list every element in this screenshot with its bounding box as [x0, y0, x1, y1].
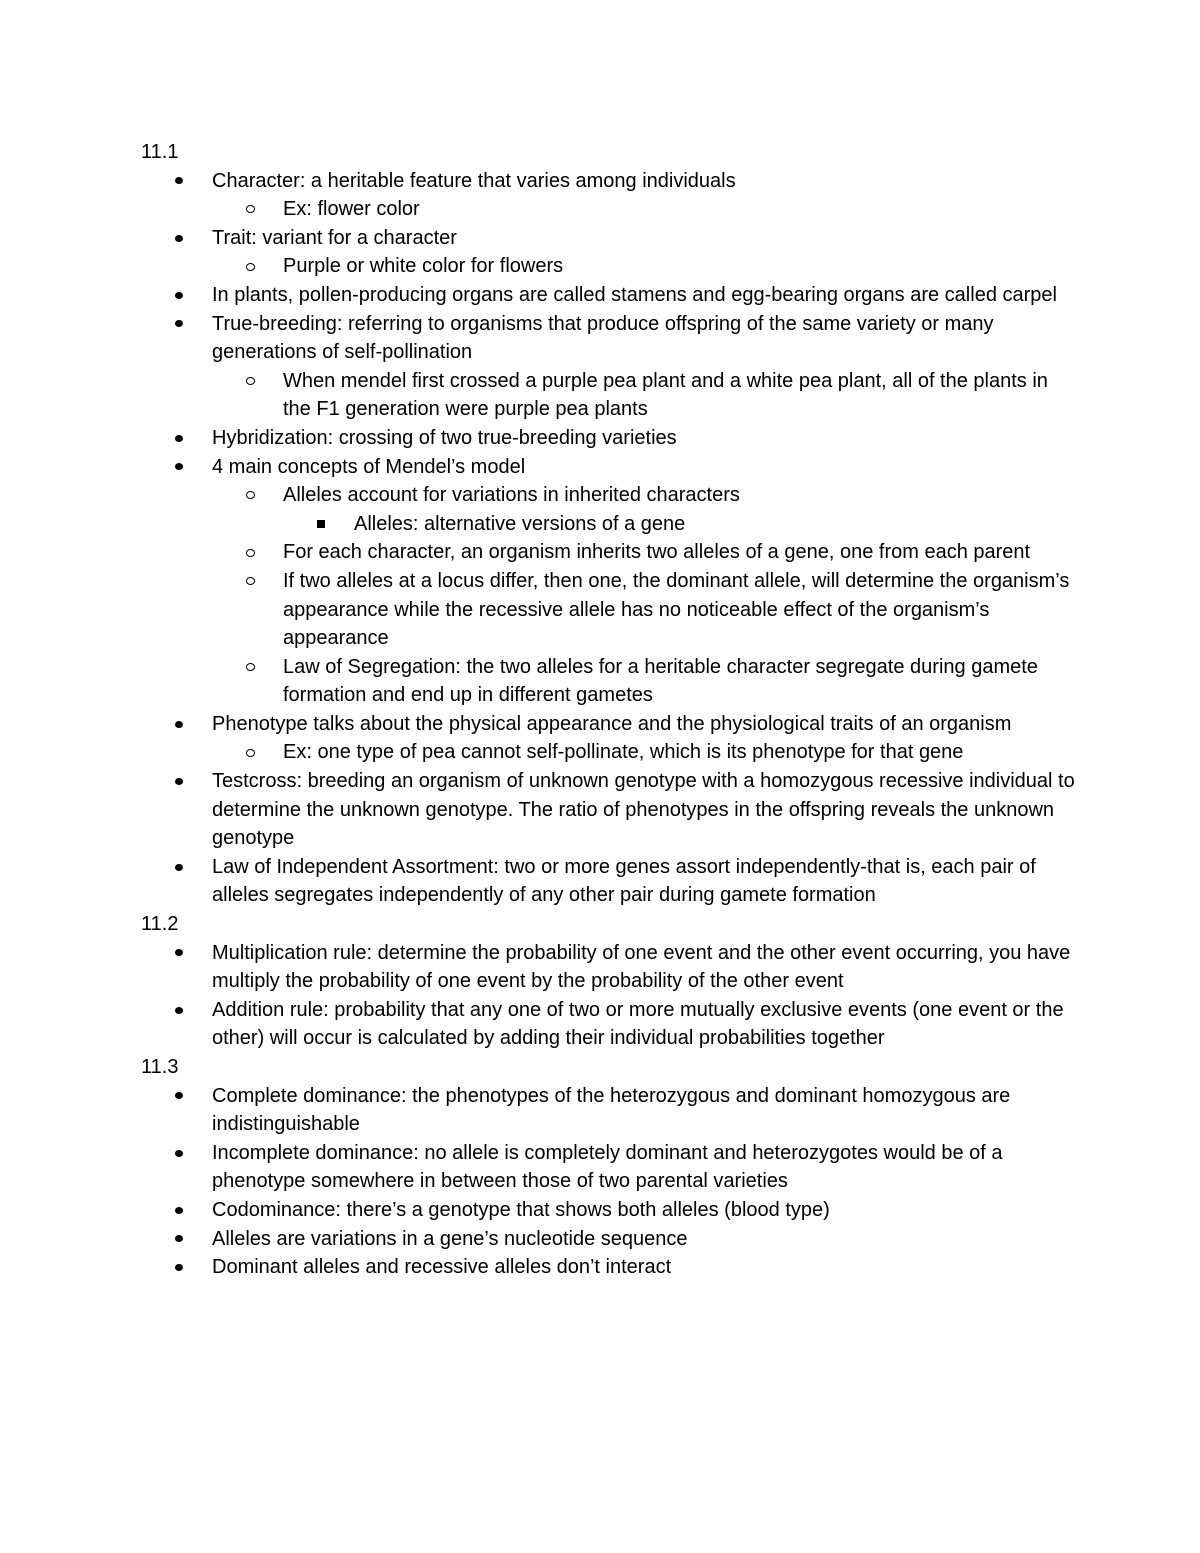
list-item-text: Character: a heritable feature that varies among individuals [212, 169, 736, 192]
list-item-text: When mendel first crossed a purple pea plant and a white pea plant, all of the plants in the F1 generation were purple pea plants [283, 369, 1048, 421]
filled-disc-bullet-icon [175, 853, 246, 882]
filled-disc-bullet-icon [175, 1253, 246, 1282]
filled-disc-bullet-icon [175, 1082, 246, 1111]
filled-disc-bullet-icon [175, 1139, 246, 1168]
sub-sub-bullet-list [283, 510, 1081, 539]
list-item [141, 767, 1081, 853]
list-item [141, 424, 1081, 453]
list-item-text: Alleles: alternative versions of a gene [354, 512, 686, 535]
list-item-text: If two alleles at a locus differ, then one, the dominant allele, will determine the organism’s appearance while the recessive allele has no noticeable effect of the organism’s appearance [283, 569, 1070, 650]
list-item-text: Ex: one type of pea cannot self-pollinate, which is its phenotype for that gene [283, 741, 964, 764]
sub-sub-list-item [283, 510, 1081, 539]
section [141, 138, 1081, 910]
list-item [141, 996, 1081, 1053]
list-item-text: 4 main concepts of Mendel’s model [212, 455, 526, 478]
list-item-text: Purple or white color for flowers [283, 255, 564, 278]
sub-bullet-list [141, 481, 1081, 710]
list-item [141, 310, 1081, 424]
list-item [141, 1082, 1081, 1139]
hollow-circle-bullet-icon [246, 738, 317, 767]
sub-list-item [212, 252, 1081, 281]
section [141, 1053, 1081, 1282]
filled-disc-bullet-icon [175, 310, 246, 339]
filled-disc-bullet-icon [175, 1225, 246, 1254]
bullet-list [141, 167, 1081, 910]
hollow-circle-bullet-icon [246, 481, 317, 510]
list-item-text: Addition rule: probability that any one of two or more mutually exclusive events (one event or the other) will occur is calculated by adding their individual probabilities together [212, 998, 1064, 1050]
filled-disc-bullet-icon [175, 767, 246, 796]
hollow-circle-bullet-icon [246, 653, 317, 682]
list-item-text: Incomplete dominance: no allele is completely dominant and heterozygotes would be of a phenotype somewhere in between those of two parental varieties [212, 1141, 1003, 1193]
sub-bullet-list [141, 738, 1081, 767]
filled-disc-bullet-icon [175, 453, 246, 482]
list-item-text: Testcross: breeding an organism of unknown genotype with a homozygous recessive individual to determine the unknown genotype. The ratio of phenotypes in the offspring reveals the unknown genotype [212, 770, 1075, 850]
list-item [141, 167, 1081, 224]
sub-list-item [212, 653, 1081, 710]
hollow-circle-bullet-icon [246, 195, 317, 224]
list-item-text: Trait: variant for a character [212, 226, 457, 249]
list-item-text: Hybridization: crossing of two true-breeding varieties [212, 426, 677, 449]
filled-disc-bullet-icon [175, 939, 246, 968]
sub-bullet-list [141, 367, 1081, 424]
filled-disc-bullet-icon [175, 424, 246, 453]
document-body [141, 138, 1081, 1282]
hollow-circle-bullet-icon [246, 538, 317, 567]
list-item [141, 281, 1081, 310]
list-item-text: Alleles account for variations in inherited characters [283, 484, 740, 507]
section-heading: 11.1 [141, 141, 179, 163]
sub-list-item [212, 195, 1081, 224]
list-item [141, 1225, 1081, 1254]
bullet-list [141, 939, 1081, 1053]
hollow-circle-bullet-icon [246, 367, 317, 396]
sub-list-item [212, 481, 1081, 538]
sub-list-item [212, 538, 1081, 567]
filled-disc-bullet-icon [175, 281, 246, 310]
list-item-text: Law of Independent Assortment: two or more genes assort independently-that is, each pair of alleles segregates independently of any other pair during gamete formation [212, 855, 1036, 907]
list-item-text: Ex: flower color [283, 198, 420, 221]
list-item [141, 1139, 1081, 1196]
filled-disc-bullet-icon [175, 224, 246, 253]
list-item-text: True-breeding: referring to organisms that produce offspring of the same variety or many generations of self-pollination [212, 312, 994, 364]
list-item-text: For each character, an organism inherits two alleles of a gene, one from each parent [283, 541, 1031, 564]
sub-list-item [212, 738, 1081, 767]
square-bullet-icon [317, 510, 388, 539]
filled-disc-bullet-icon [175, 1196, 246, 1225]
filled-disc-bullet-icon [175, 167, 246, 196]
list-item-text: Codominance: there’s a genotype that shows both alleles (blood type) [212, 1198, 830, 1221]
filled-disc-bullet-icon [175, 996, 246, 1025]
list-item-text: In plants, pollen-producing organs are called stamens and egg-bearing organs are called carpel [212, 283, 1057, 306]
section-heading: 11.3 [141, 1056, 179, 1078]
hollow-circle-bullet-icon [246, 567, 317, 596]
list-item [141, 939, 1081, 996]
list-item-text: Alleles are variations in a gene’s nucleotide sequence [212, 1227, 688, 1250]
list-item [141, 710, 1081, 767]
bullet-list [141, 1082, 1081, 1282]
list-item-text: Law of Segregation: the two alleles for a heritable character segregate during gamete formation and end up in different gametes [283, 655, 1038, 707]
filled-disc-bullet-icon [175, 710, 246, 739]
list-item [141, 853, 1081, 910]
sub-bullet-list [141, 252, 1081, 281]
hollow-circle-bullet-icon [246, 252, 317, 281]
list-item-text: Multiplication rule: determine the probability of one event and the other event occurring, you have multiply the probability of one event by the probability of the other event [212, 941, 1071, 993]
section-heading: 11.2 [141, 913, 179, 936]
list-item-text: Dominant alleles and recessive alleles don’t interact [212, 1256, 672, 1279]
section [141, 910, 1081, 1053]
sub-list-item [212, 567, 1081, 653]
list-item [141, 453, 1081, 710]
sub-bullet-list [141, 195, 1081, 224]
list-item [141, 1253, 1081, 1282]
list-item-text: Complete dominance: the phenotypes of the heterozygous and dominant homozygous are indistinguishable [212, 1084, 1011, 1136]
list-item-text: Phenotype talks about the physical appearance and the physiological traits of an organism [212, 712, 1012, 735]
list-item [141, 1196, 1081, 1225]
list-item [141, 224, 1081, 281]
sub-list-item [212, 367, 1081, 424]
